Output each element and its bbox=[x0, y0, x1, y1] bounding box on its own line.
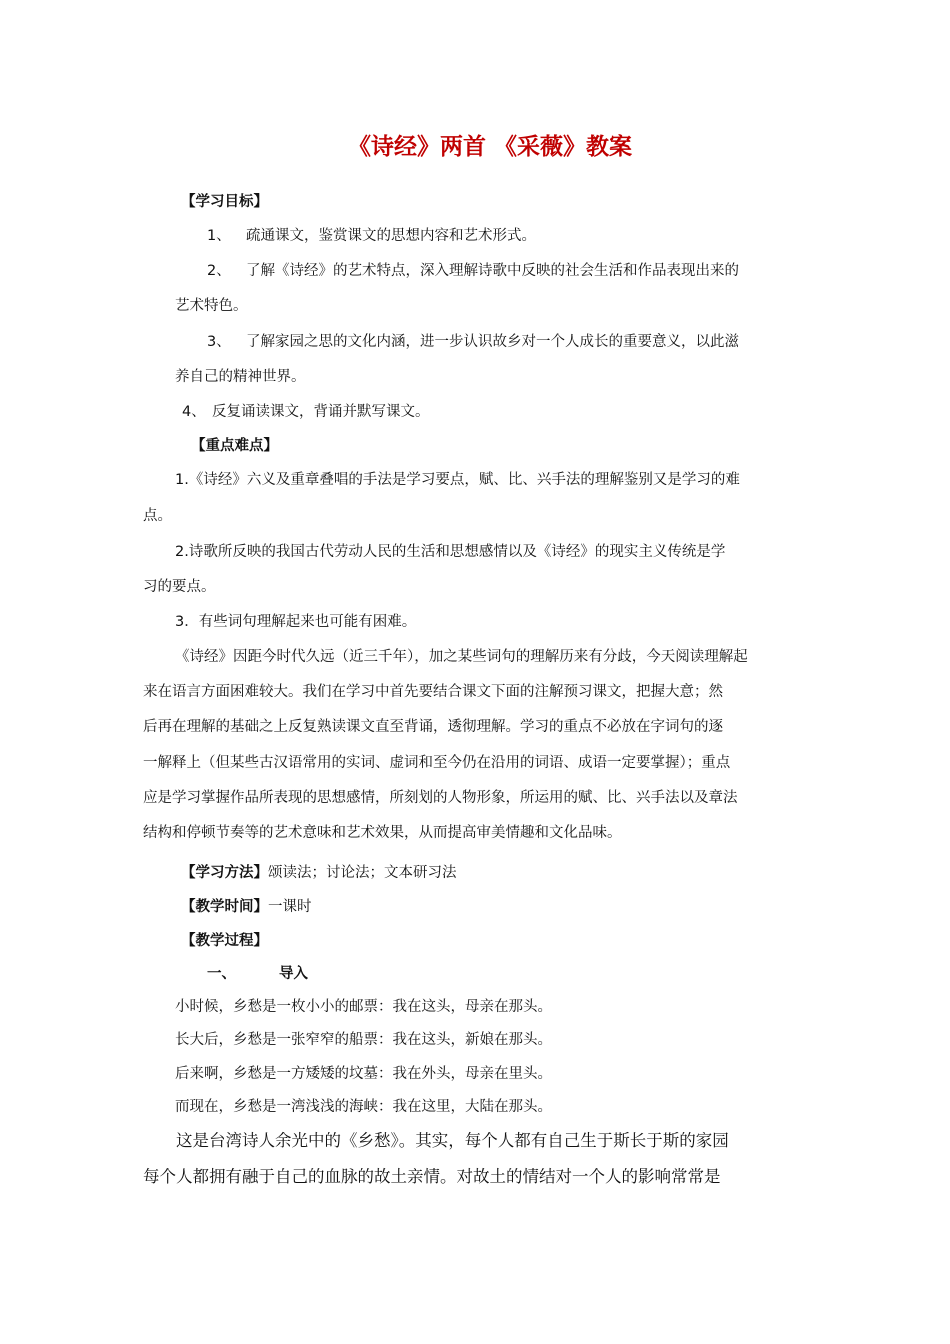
key-point-4-line-3: 后再在理解的基础之上反复熟读课文直至背诵，透彻理解。学习的重点不必放在字词句的逐 bbox=[143, 719, 723, 735]
objective-1-num: 1、 bbox=[207, 228, 231, 244]
key-point-4-line-2: 来在语言方面困难较大。我们在学习中首先要结合课文下面的注解预习课文，把握大意；然 bbox=[143, 684, 723, 700]
page-title: 《诗经》两首 《采薇》教案 bbox=[347, 134, 632, 160]
method-row bbox=[181, 862, 457, 884]
key-point-2-line-2: 习的要点。 bbox=[143, 579, 216, 595]
key-points-heading: 【重点难点】 bbox=[191, 438, 278, 454]
method-label: 【学习方法】 bbox=[181, 865, 268, 881]
poem-line-4: 而现在，乡愁是一湾浅浅的海峡：我在这里，大陆在那头。 bbox=[175, 1099, 552, 1115]
time-value: 一课时 bbox=[268, 899, 312, 915]
poem-line-1: 小时候，乡愁是一枚小小的邮票：我在这头，母亲在那头。 bbox=[175, 999, 552, 1015]
section-title: 导入 bbox=[279, 966, 308, 982]
method-value: 颂读法；讨论法；文本研习法 bbox=[268, 865, 457, 881]
key-point-1-line-1: 1.《诗经》六义及重章叠唱的手法是学习要点，赋、比、兴手法的理解鉴别又是学习的难 bbox=[175, 472, 740, 488]
objective-3-text: 了解家园之思的文化内涵，进一步认识故乡对一个人成长的重要意义，以此滋 bbox=[246, 334, 739, 350]
key-point-1-line-2: 点。 bbox=[143, 508, 172, 524]
objective-1-text: 疏通课文，鉴赏课文的思想内容和艺术形式。 bbox=[246, 228, 536, 244]
key-point-3: 3．有些词句理解起来也可能有困难。 bbox=[175, 614, 417, 630]
key-point-4-line-6: 结构和停顿节奏等的艺术意味和艺术效果，从而提高审美情趣和文化品味。 bbox=[143, 825, 622, 841]
objective-2-text: 了解《诗经》的艺术特点，深入理解诗歌中反映的社会生活和作品表现出来的 bbox=[246, 263, 739, 279]
objectives-heading: 【学习目标】 bbox=[181, 194, 268, 210]
time-row bbox=[181, 896, 312, 918]
objective-2-num: 2、 bbox=[207, 263, 231, 279]
objective-2-cont: 艺术特色。 bbox=[175, 298, 248, 314]
poem-line-3: 后来啊，乡愁是一方矮矮的坟墓：我在外头，母亲在里头。 bbox=[175, 1066, 552, 1082]
key-point-4-line-5: 应是学习掌握作品所表现的思想感情，所刻划的人物形象，所运用的赋、比、兴手法以及章法 bbox=[143, 790, 738, 806]
process-heading: 【教学过程】 bbox=[181, 933, 268, 949]
objective-4-text: 反复诵读课文，背诵并默写课文。 bbox=[212, 404, 430, 420]
time-label: 【教学时间】 bbox=[181, 899, 268, 915]
section-number: 一、 bbox=[207, 966, 236, 982]
objective-3-num: 3、 bbox=[207, 334, 231, 350]
intro-line-1: 这是台湾诗人余光中的《乡愁》。其实，每个人都有自己生于斯长于斯的家园 bbox=[176, 1131, 729, 1150]
key-point-4-line-4: 一解释上（但某些古汉语常用的实词、虚词和至今仍在沿用的词语、成语一定要掌握）；重点 bbox=[143, 755, 731, 771]
objective-3-cont: 养自己的精神世界。 bbox=[175, 369, 306, 385]
objective-4-num: 4、 bbox=[182, 404, 206, 420]
intro-line-2: 每个人都拥有融于自己的血脉的故土亲情。对故土的情结对一个人的影响常常是 bbox=[143, 1167, 721, 1186]
key-point-2-line-1: 2.诗歌所反映的我国古代劳动人民的生活和思想感情以及《诗经》的现实主义传统是学 bbox=[175, 544, 726, 560]
poem-line-2: 长大后，乡愁是一张窄窄的船票：我在这头，新娘在那头。 bbox=[175, 1032, 552, 1048]
key-point-4-line-1: 《诗经》因距今时代久远（近三千年），加之某些词句的理解历来有分歧，今天阅读理解起 bbox=[175, 649, 748, 665]
